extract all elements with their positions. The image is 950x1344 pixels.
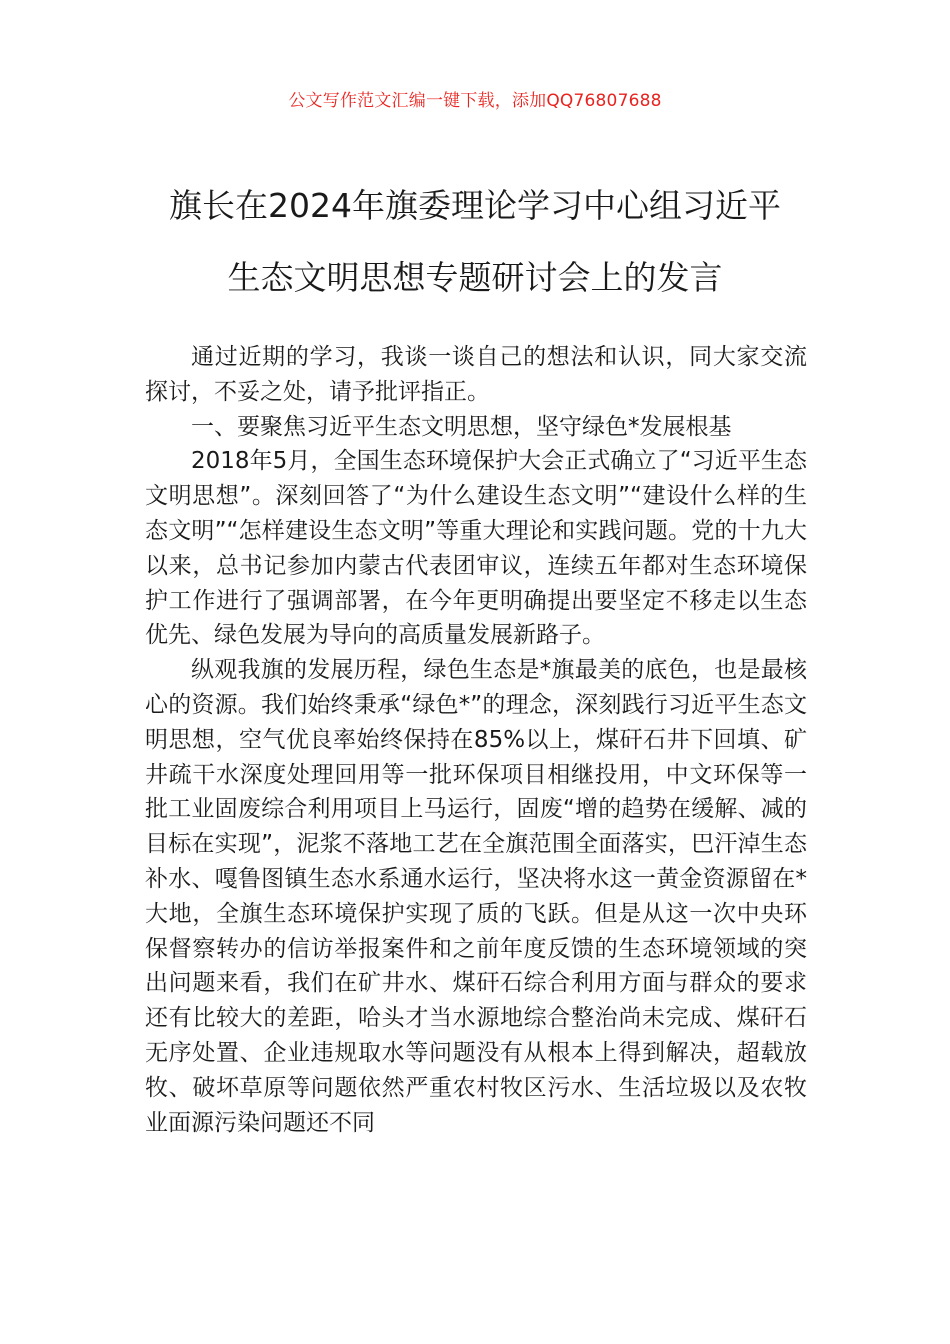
title-line-1: 旗长在2024年旗委理论学习中心组习近平 <box>169 186 781 225</box>
document-body <box>145 340 807 1140</box>
download-notice: 公文写作范文汇编一键下载，添加QQ76807688 <box>288 91 662 111</box>
paragraph-background: 2018年5月，全国生态环境保护大会正式确立了“习近平生态文明思想”。深刻回答了“为什么建设生态文明”“建设什么样的生态文明”“怎样建设生态文明”等重大理论和实践问题。党的十九大以来，总书记参加内蒙古代表团审议，连续五年都对生态环境保护工作进行了强调部署，在今年更明确提出要坚定不移走以生态优先、绿色发展为导向的高质量发展新路子。 <box>145 448 807 649</box>
paragraph-intro: 通过近期的学习，我谈一谈自己的想法和认识，同大家交流探讨，不妥之处，请予批评指正。 <box>145 344 807 405</box>
title-line-2: 生态文明思想专题研讨会上的发言 <box>227 258 723 297</box>
section-heading-1: 一、要聚焦习近平生态文明思想，坚守绿色*发展根基 <box>191 413 732 440</box>
paragraph-development: 纵观我旗的发展历程，绿色生态是*旗最美的底色，也是最核心的资源。我们始终秉承“绿色*”的理念，深刻践行习近平生态文明思想，空气优良率始终保持在85%以上，煤矸石井下回填、矿井疏干水深度处理回用等一批环保项目相继投用，中文环保等一批工业固废综合利用项目上马运行，固废“增的趋势在缓解、减的目标在实现”，泥浆不落地工艺在全旗范围全面落实，巴汗淖生态补水、嘎鲁图镇生态水系通水运行，坚决将水这一黄金资源留在*大地，全旗生态环境保护实现了质的飞跃。但是从这一次中央环保督察转办的信访举报案件和之前年度反馈的生态环境领域的突出问题来看，我们在矿井水、煤矸石综合利用方面与群众的要求还有比较大的差距，哈头才当水源地综合整治尚未完成、煤矸石无序处置、企业违规取水等问题没有从根本上得到解决，超载放牧、破坏草原等问题依然严重农村牧区污水、生活垃圾以及农牧业面源污染问题还不同 <box>145 657 807 1136</box>
document-title <box>100 170 850 314</box>
